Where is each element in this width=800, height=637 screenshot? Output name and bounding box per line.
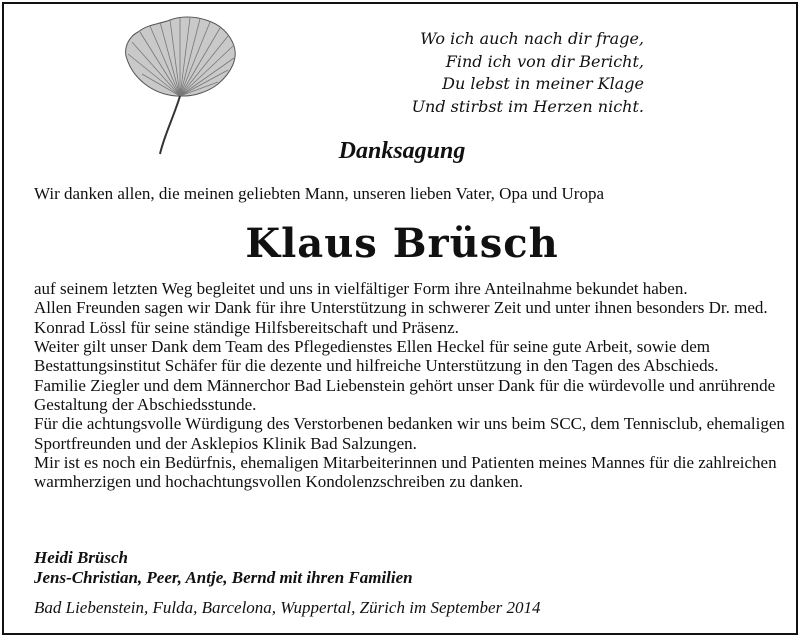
place-date: Bad Liebenstein, Fulda, Barcelona, Wuppertal, Zürich im September 2014 <box>34 598 541 617</box>
intro-text: Wir danken allen, die meinen geliebten Mann, unseren lieben Vater, Opa und Uropa <box>34 184 604 203</box>
poem-line: Wo ich auch nach dir frage, <box>420 29 644 48</box>
heading: Danksagung <box>338 138 466 164</box>
body-paragraph: Allen Freunden sagen wir Dank für ihre Unterstützung in schwerer Zeit und unter ihnen besonders Dr. med. Konrad Lössl für seine ständige Hilfsbereitschaft und Präsenz. <box>34 298 768 337</box>
body-paragraph: Für die achtungsvolle Würdigung des Verstorbenen bedanken wir uns beim SCC, dem Tennisclub, ehemaligen Sportfreunden und der Asklepios Klinik Bad Salzungen. <box>34 414 785 453</box>
signature-line: Heidi Brüsch <box>34 548 128 567</box>
deceased-name: Klaus Brüsch <box>245 220 559 267</box>
signatures <box>34 548 413 588</box>
poem-line: Du lebst in meiner Klage <box>442 74 644 93</box>
body-paragraph: auf seinem letzten Weg begleitet und uns in vielfältiger Form ihre Anteilnahme bekundet haben. <box>34 279 688 298</box>
signature-line: Jens-Christian, Peer, Antje, Bernd mit ihren Familien <box>34 568 413 587</box>
obituary-card <box>2 2 798 635</box>
body-text <box>34 279 794 492</box>
body-paragraph: Weiter gilt unser Dank dem Team des Pflegedienstes Ellen Heckel für seine gute Arbeit, sowie dem Bestattungsinstitut Schäfer für die dezente und hilfreiche Unterstützung in den Tagen des Abschieds. <box>34 337 719 376</box>
ginkgo-leaf-icon <box>122 12 242 158</box>
body-paragraph: Mir ist es noch ein Bedürfnis, ehemaligen Mitarbeiterinnen und Patienten meines Mannes für die zahlreichen warmherzigen und hochachtungsvollen Kondolenzschreiben zu danken. <box>34 453 777 492</box>
body-paragraph: Familie Ziegler und dem Männerchor Bad Liebenstein gehört unser Dank für die würdevolle und anrührende Gestaltung der Abschiedsstunde. <box>34 375 776 415</box>
poem-line: Find ich von dir Bericht, <box>445 51 644 71</box>
poem <box>334 28 644 118</box>
poem-line: Und stirbst im Herzen nicht. <box>411 96 644 116</box>
